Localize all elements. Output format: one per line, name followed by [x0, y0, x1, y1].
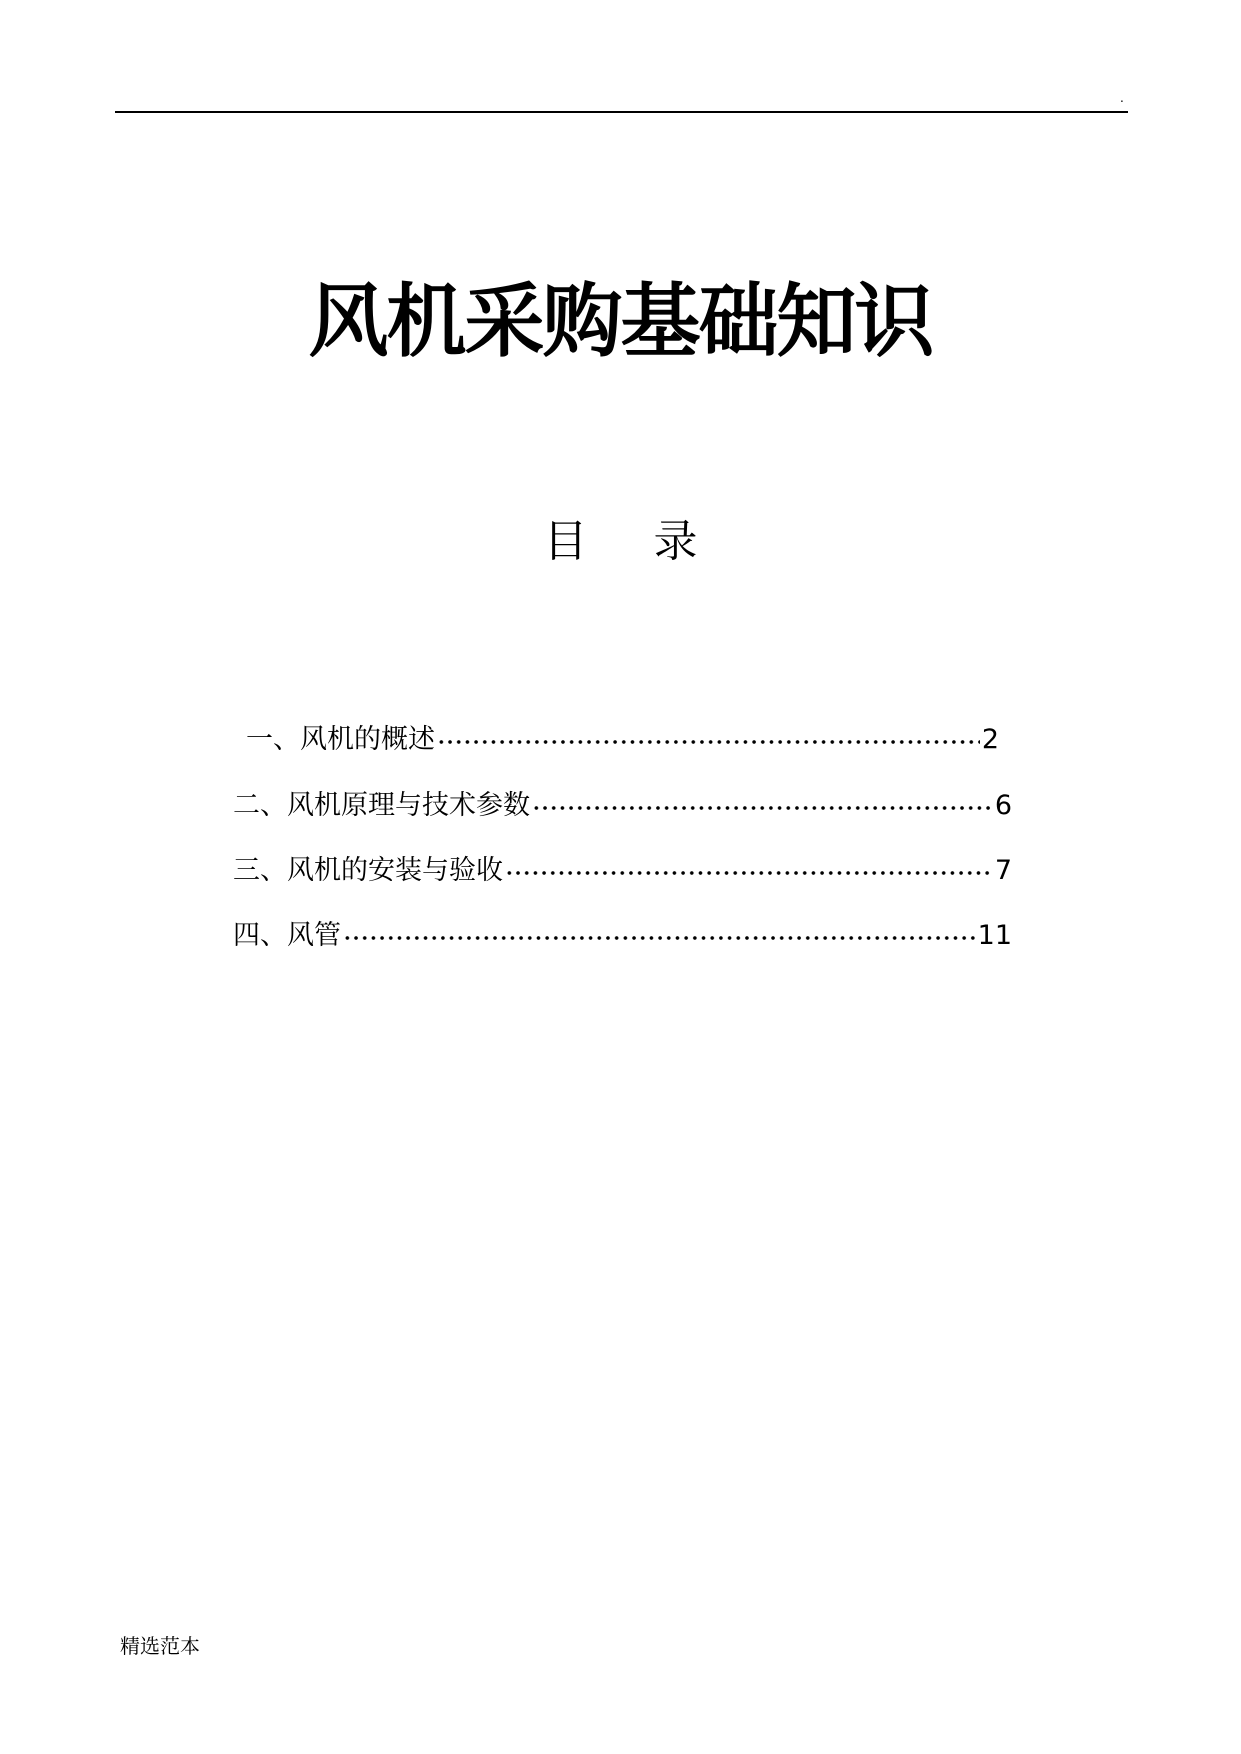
toc-heading-left: 目: [543, 516, 588, 567]
toc-leader-dots: [437, 740, 980, 744]
footer-text: 精选范本: [120, 1634, 200, 1658]
toc-entry-label: 三、风机的安装与验收: [233, 855, 503, 886]
toc-entry-page: 2: [981, 724, 999, 755]
toc-entry-page: 6: [994, 790, 1012, 821]
toc-leader-dots: [532, 806, 993, 810]
toc-entry-page: 7: [994, 855, 1012, 886]
toc-entry-page: 11: [977, 920, 1012, 951]
toc-leader-dots: [343, 936, 976, 940]
toc-entry[interactable]: [233, 853, 1012, 889]
toc-entry-label: 四、风管: [233, 920, 341, 951]
toc-entry[interactable]: [233, 788, 1012, 824]
toc-entry-label: 二、风机原理与技术参数: [233, 790, 530, 821]
header-mark: .: [1120, 91, 1124, 105]
toc-entry[interactable]: [246, 722, 999, 758]
toc-heading-right: 录: [653, 516, 698, 567]
toc-entry[interactable]: [233, 918, 1012, 954]
document-title: 风机采购基础知识: [308, 275, 933, 368]
toc-entry-label: 一、风机的概述: [246, 724, 435, 755]
toc-leader-dots: [505, 871, 993, 875]
